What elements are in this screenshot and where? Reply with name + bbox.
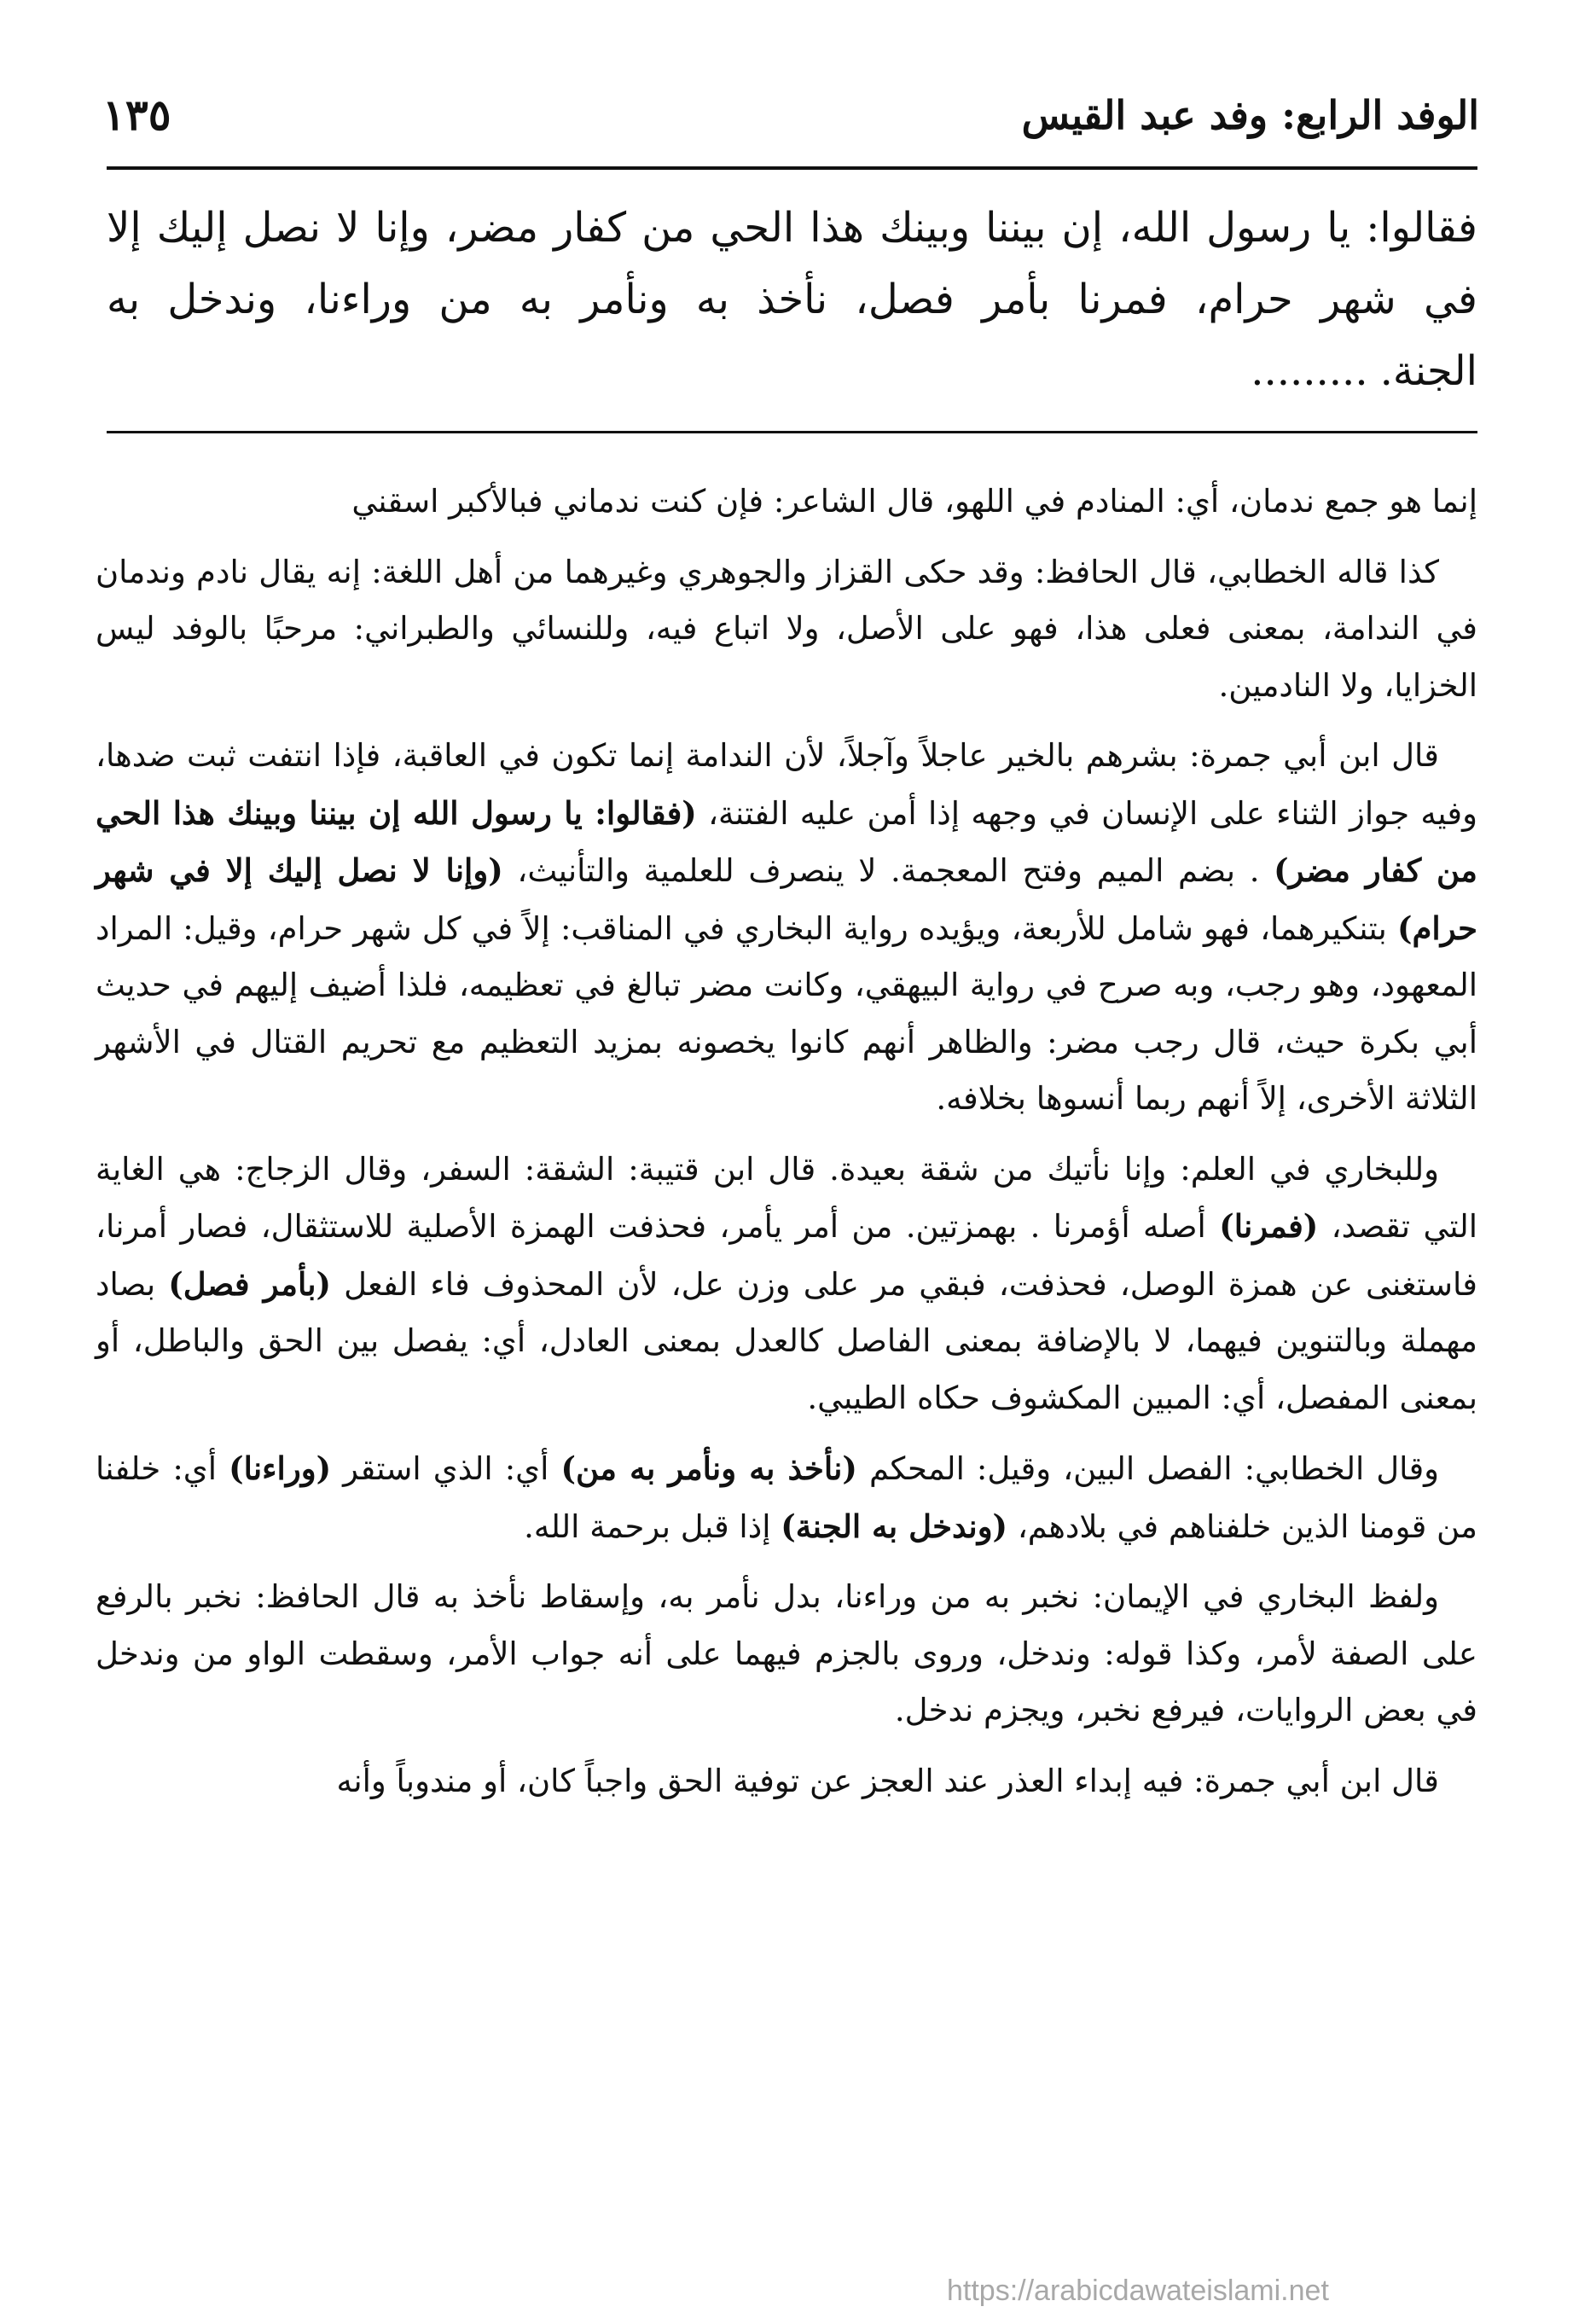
text-run: وللبخاري في العلم: وإنا نأتيك من شقة بعيدة. قال ابن قتيبة: الشقة: السفر، وقال الزجاج: هي الغاية التي تقصد، bbox=[96, 1150, 1478, 1245]
commentary bbox=[96, 474, 1477, 1823]
hadith-dots: ......... bbox=[1251, 347, 1368, 395]
watermark-url: https://arabicdawateislami.net bbox=[947, 2275, 1329, 2307]
text-run: أي: الذي استقر bbox=[331, 1450, 561, 1487]
text-run: إذا قبل برحمة الله. bbox=[524, 1508, 781, 1545]
commentary-paragraph-1: إنما هو جمع ندمان، أي: المنادم في اللهو، قال الشاعر: فإن كنت ندماني فبالأكبر اسقني bbox=[351, 483, 1477, 520]
quoted-matn: (بأمر فصل) bbox=[168, 1264, 332, 1303]
quoted-matn: (نأخذ به ونأمر به من) bbox=[560, 1450, 857, 1487]
text-run: . بضم الميم وفتح المعجمة. لا ينصرف للعلمية والتأنيث، bbox=[502, 852, 1274, 889]
running-title: الوفد الرابع: وفد عبد القيس bbox=[1021, 92, 1479, 138]
text-run: وقال الخطابي: الفصل البين، وقيل: المحكم bbox=[856, 1450, 1440, 1487]
text-run: أي: خلفنا من قومنا الذين خلفناهم في بلادهم، bbox=[96, 1450, 1477, 1545]
text-run: بصاد مهملة وبالتنوين فيهما، لا بالإضافة بمعنى الفاصل كالعدل بمعنى العادل، أي: يفصل بين الحق والباطل، أو بمعنى المفصل، أي: المبين المكشوف حكاه الطيبي. bbox=[96, 1265, 1477, 1416]
quoted-matn: (وندخل به الجنة) bbox=[781, 1507, 1008, 1545]
commentary-paragraph-5 bbox=[96, 1440, 1477, 1555]
quoted-matn: (وراءنا) bbox=[229, 1450, 332, 1487]
quoted-matn: (فقالوا: يا رسول الله إن بيننا وبينك هذا الحي من كفار مضر) bbox=[96, 793, 1478, 889]
page-number: ١٣٥ bbox=[102, 90, 171, 140]
quoted-matn: (وإنا لا نصل إليك إلا في شهر حرام) bbox=[96, 851, 1477, 947]
header-rule bbox=[107, 166, 1477, 170]
text-run: قال ابن أبي جمرة: بشرهم بالخير عاجلاً وآجلاً، لأن الندامة إنما تكون في العاقبة، فإذا انتفت ثبت ضدها، وفيه جواز الثناء على الإنسان في وجهه إذا أمن عليه الفتنة، bbox=[96, 737, 1477, 832]
page-header bbox=[102, 81, 1479, 149]
commentary-paragraph-4 bbox=[96, 1142, 1477, 1427]
quoted-matn: (فمرنا) bbox=[1219, 1207, 1319, 1245]
hadith-text bbox=[107, 192, 1477, 407]
hadith-body: فقالوا: يا رسول الله، إن بيننا وبينك هذا الحي من كفار مضر، وإنا لا نصل إليك إلا في شهر حرام، فمرنا بأمر فصل، نأخذ به ونأمر به من وراءنا، وندخل به الجنة. bbox=[107, 204, 1477, 395]
commentary-paragraph-3 bbox=[96, 728, 1477, 1128]
section-divider bbox=[107, 431, 1477, 433]
commentary-paragraph-6: ولفظ البخاري في الإيمان: نخبر به من وراءنا، بدل نأمر به، وإسقاط نأخذ به قال الحافظ: نخبر بالرفع على الصفة لأمر، وكذا قوله: وندخل، وروى بالجزم فيهما على أنه جواب الأمر، وسقطت الواو من وندخل في بعض الروايات، فيرفع نخبر، ويجزم ندخل. bbox=[96, 1578, 1477, 1728]
text-run: بتنكيرهما، فهو شامل للأربعة، ويؤيده رواية البخاري في المناقب: إلاً في كل شهر حرام، وقيل: المراد المعهود، وهو رجب، وبه صرح في رواية البيهقي، وكانت مضر تبالغ في تعظيمه، فلذا أضيف إليهم في حديث أبي بكرة حيث، قال رجب مضر: والظاهر أنهم كانوا يخصونه بمزيد التعظيم مع تحريم القتال في الأشهر الثلاثة الأخرى، إلاً أنهم ربما أنسوها بخلافه. bbox=[96, 909, 1477, 1117]
commentary-paragraph-7: قال ابن أبي جمرة: فيه إبداء العذر عند العجز عن توفية الحق واجباً كان، أو مندوباً وأنه bbox=[336, 1762, 1439, 1799]
text-run: أصله أؤمرنا . بهمزتين. من أمر يأمر، فحذفت الهمزة الأصلية للاستثقال، فصار أمرنا، فاستغنى عن همزة الوصل، فحذفت، فبقي مر على وزن عل، لأن المحذوف فاء الفعل bbox=[96, 1208, 1477, 1303]
commentary-paragraph-2: كذا قاله الخطابي، قال الحافظ: وقد حكى القزاز والجوهري وغيرهما من أهل اللغة: إنه يقال نادم وندمان في الندامة، بمعنى فعلى هذا، فهو على الأصل، ولا اتباع فيه، وللنسائي والطبراني: مرحبًا بالوفد ليس الخزايا، ولا النادمين. bbox=[96, 553, 1477, 704]
